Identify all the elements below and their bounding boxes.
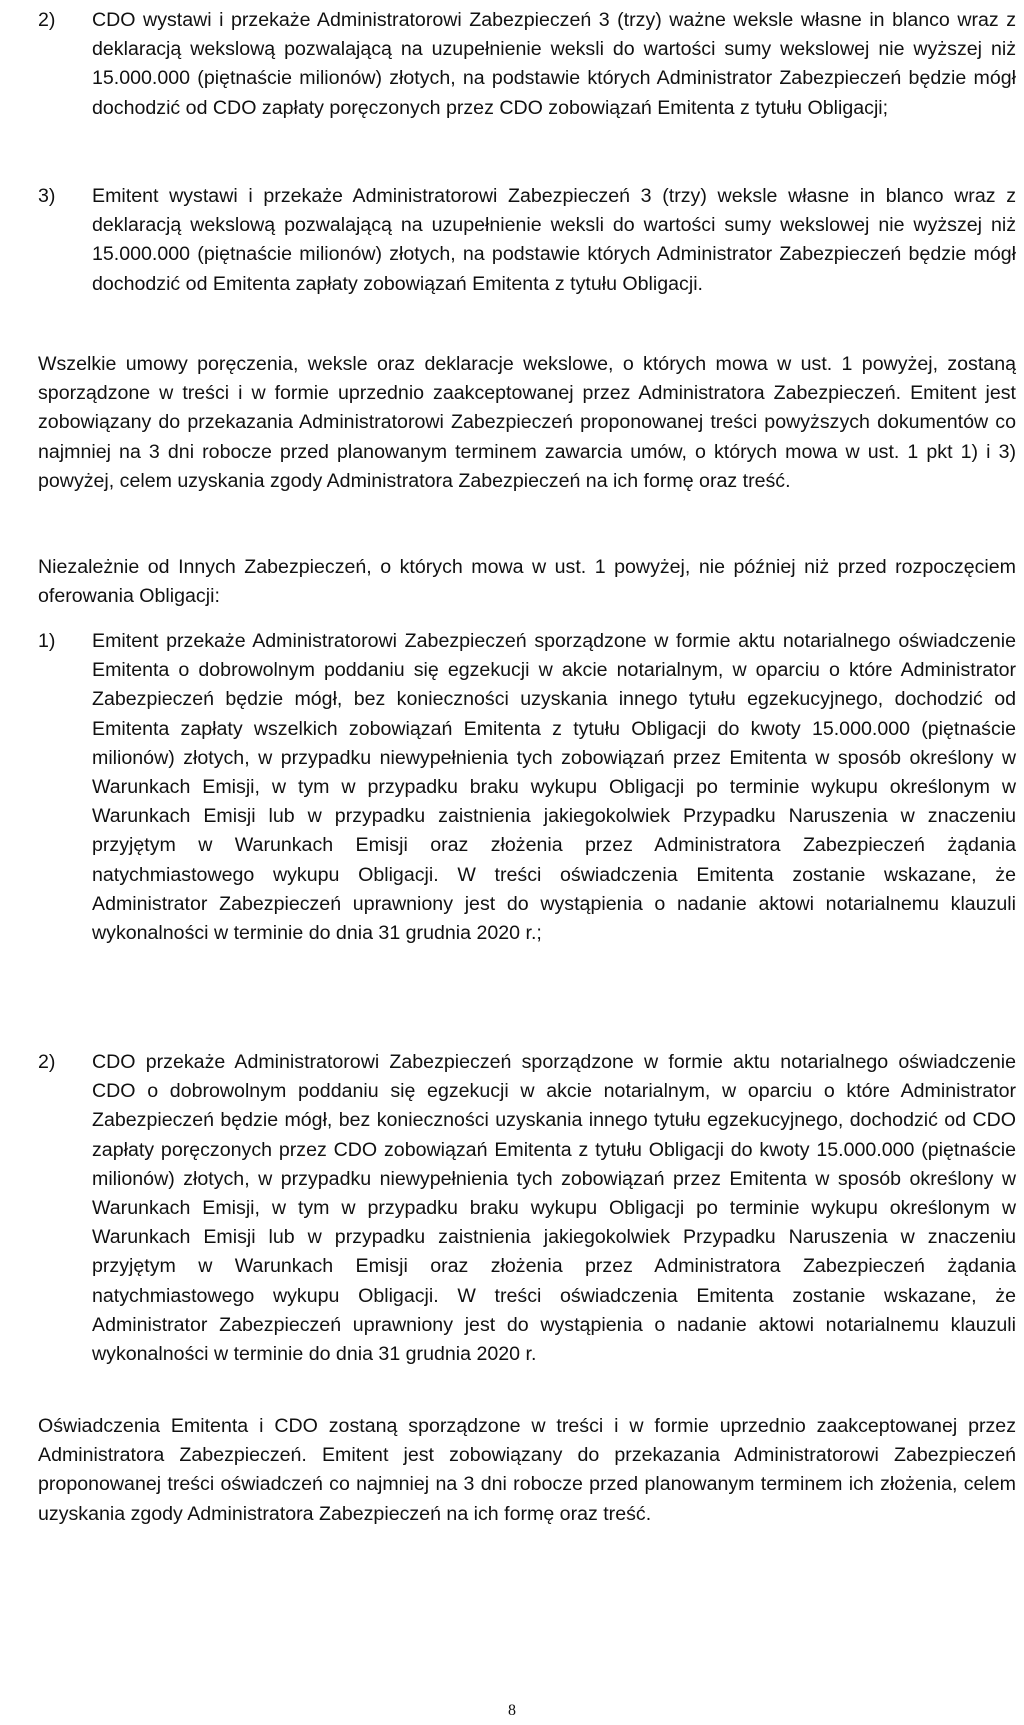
list-item <box>38 1048 1016 1369</box>
list-item-text: Emitent przekaże Administratorowi Zabezpieczeń sporządzone w formie aktu notarialnego oświadczenie Emitenta o dobrowolnym poddaniu się egzekucji w akcie notarialnym, w oparciu o które Administrator Zabezpieczeń będzie mógł, bez konieczności uzyskania innego tytułu egzekucyjnego, dochodzić od Emitenta zapłaty wszelkich zobowiązań Emitenta z tytułu Obligacji do kwoty 15.000.000 (piętnaście milionów) złotych, w przypadku niewypełnienia tych zobowiązań przez Emitenta w sposób określony w Warunkach Emisji, w tym w przypadku braku wykupu Obligacji po terminie wykupu określonym w Warunkach Emisji lub w przypadku zaistnienia jakiegokolwiek Przypadku Naruszenia w znaczeniu przyjętym w Warunkach Emisji oraz złożenia przez Administratora Zabezpieczeń żądania natychmiastowego wykupu Obligacji. W treści oświadczenia Emitenta zostanie wskazane, że Administrator Zabezpieczeń uprawniony jest do wystąpienia o nadanie aktowi notarialnemu klauzuli wykonalności w terminie do dnia 31 grudnia 2020 r.; <box>92 630 1016 945</box>
paragraph-umowy-poreczenia: Wszelkie umowy poręczenia, weksle oraz deklaracje wekslowe, o których mowa w ust. 1 powyżej, zostaną sporządzone w treści i w formie uprzednio zaakceptowanej przez Administratora Zabezpieczeń. Emitent jest zobowiązany do przekazania Administratorowi Zabezpieczeń proponowanej treści powyższych dokumentów co najmniej na 3 dni robocze przed planowanym terminem zawarcia umów, o których mowa w ust. 1 pkt 1) i 3) powyżej, celem uzyskania zgody Administratora Zabezpieczeń na ich formę oraz treść. <box>38 353 1016 492</box>
list-item-number: 3) <box>38 185 56 207</box>
list-item <box>38 182 1016 299</box>
list-item <box>38 627 1016 948</box>
list-item-text: CDO przekaże Administratorowi Zabezpieczeń sporządzone w formie aktu notarialnego oświadczenie CDO o dobrowolnym poddaniu się egzekucji w akcie notarialnym, w oparciu o które Administrator Zabezpieczeń będzie mógł, bez konieczności uzyskania innego tytułu egzekucyjnego, dochodzić od CDO zapłaty poręczonych przez CDO zobowiązań Emitenta z tytułu Obligacji do kwoty 15.000.000 (piętnaście milionów) złotych, w przypadku niewypełnienia tych zobowiązań przez Emitenta w sposób określony w Warunkach Emisji, w tym w przypadku braku wykupu Obligacji po terminie wykupu określonym w Warunkach Emisji lub w przypadku zaistnienia jakiegokolwiek Przypadku Naruszenia w znaczeniu przyjętym w Warunkach Emisji oraz złożenia przez Administratora Zabezpieczeń żądania natychmiastowego wykupu Obligacji. W treści oświadczenia Emitenta zostanie wskazane, że Administrator Zabezpieczeń uprawniony jest do wystąpienia o nadanie aktowi notarialnemu klauzuli wykonalności w terminie do dnia 31 grudnia 2020 r. <box>92 1051 1016 1366</box>
page-number: 8 <box>508 1702 516 1719</box>
list-item-number: 2) <box>38 9 56 31</box>
paragraph-niezaleznie: Niezależnie od Innych Zabezpieczeń, o których mowa w ust. 1 powyżej, nie później niż przed rozpoczęciem oferowania Obligacji: <box>38 556 1016 608</box>
list-item-text: Emitent wystawi i przekaże Administratorowi Zabezpieczeń 3 (trzy) weksle własne in blanco wraz z deklaracją wekslową pozwalającą na uzupełnienie weksli do wartości sumy wekslowej nie wyższej niż 15.000.000 (piętnaście milionów) złotych, na podstawie których Administrator Zabezpieczeń będzie mógł dochodzić od Emitenta zapłaty zobowiązań Emitenta z tytułu Obligacji. <box>92 185 1016 295</box>
list-item-number: 1) <box>38 630 56 652</box>
list-item <box>38 6 1016 123</box>
list-item-number: 2) <box>38 1051 56 1073</box>
list-item-text: CDO wystawi i przekaże Administratorowi Zabezpieczeń 3 (trzy) ważne weksle własne in blanco wraz z deklaracją wekslową pozwalającą na uzupełnienie weksli do wartości sumy wekslowej nie wyższej niż 15.000.000 (piętnaście milionów) złotych, na podstawie których Administrator Zabezpieczeń będzie mógł dochodzić od CDO zapłaty poręczonych przez CDO zobowiązań Emitenta z tytułu Obligacji; <box>92 9 1016 119</box>
paragraph-oswiadczenia: Oświadczenia Emitenta i CDO zostaną sporządzone w treści i w formie uprzednio zaakceptowanej przez Administratora Zabezpieczeń. Emitent jest zobowiązany do przekazania Administratorowi Zabezpieczeń proponowanej treści oświadczeń co najmniej na 3 dni robocze przed planowanym terminem ich złożenia, celem uzyskania zgody Administratora Zabezpieczeń na ich formę oraz treść. <box>38 1415 1016 1525</box>
